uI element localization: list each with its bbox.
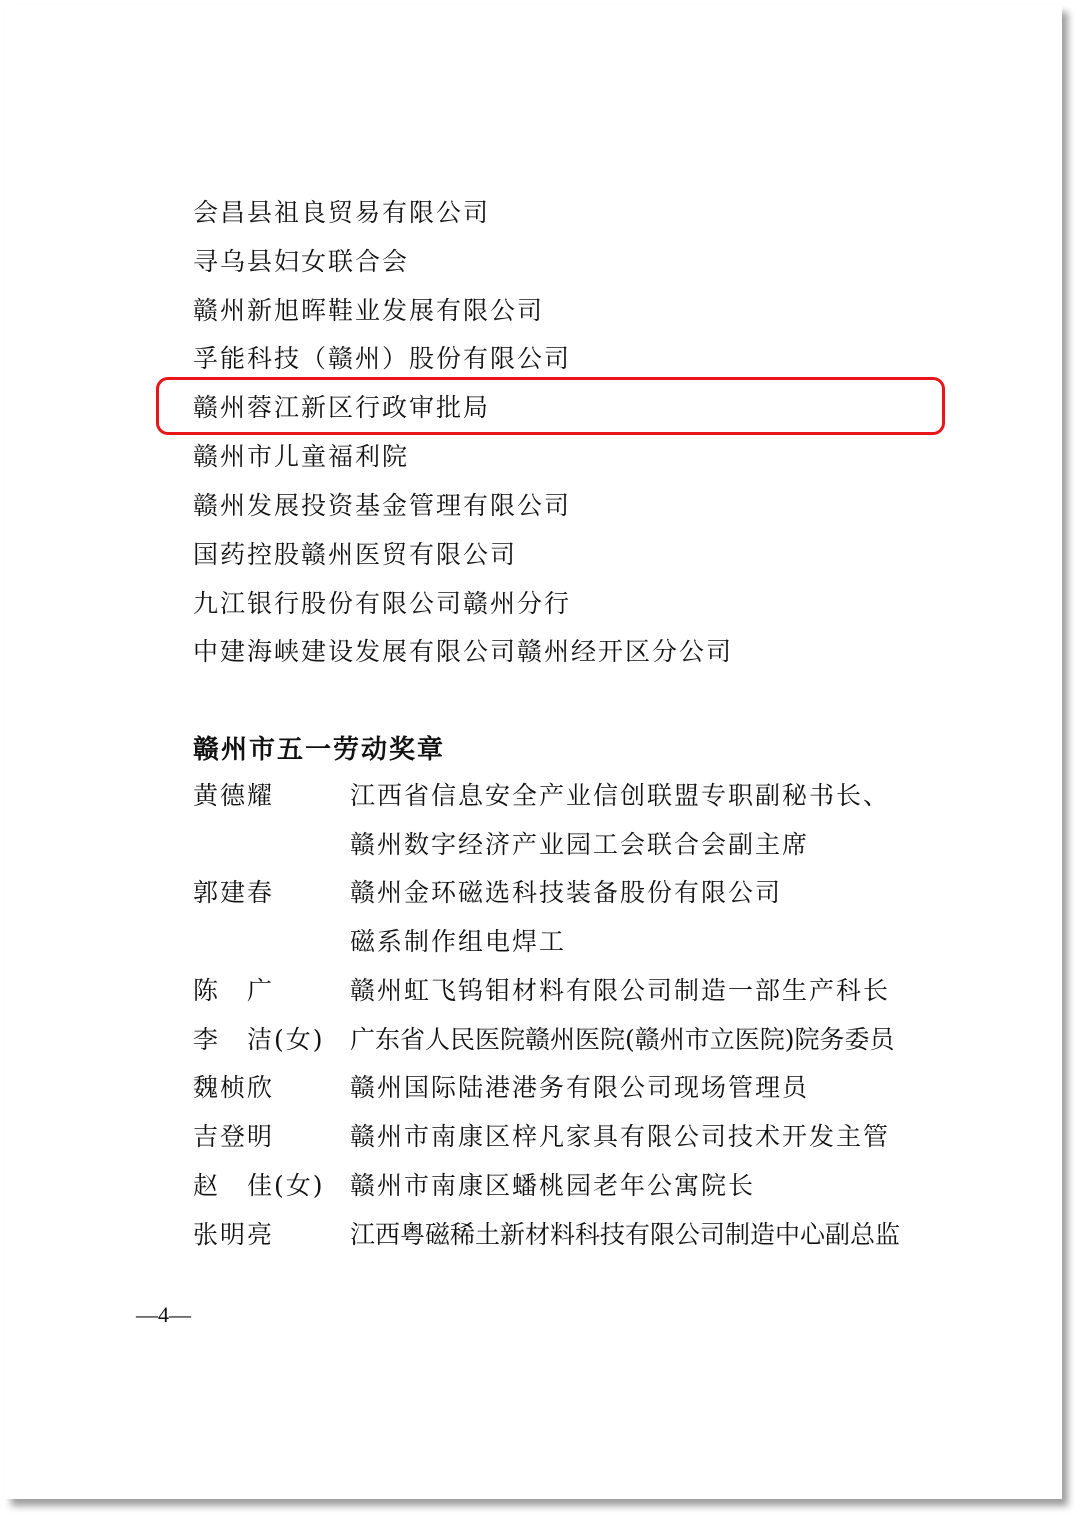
- org-line: 孚能科技（赣州）股份有限公司: [193, 344, 572, 373]
- org-line: 赣州市儿童福利院: [193, 442, 410, 471]
- org-line: 九江银行股份有限公司赣州分行: [193, 589, 572, 618]
- awardee-position: 磁系制作组电焊工: [350, 927, 567, 956]
- awardee-name: 吉登明: [193, 1122, 275, 1151]
- awardee-name: 张明亮: [193, 1220, 275, 1249]
- awardee-position: 广东省人民医院赣州医院(赣州市立医院)院务委员: [350, 1025, 895, 1054]
- awardee-name: 赵 佳(女): [193, 1171, 325, 1200]
- org-line: 会昌县祖良贸易有限公司: [193, 198, 491, 227]
- highlight-box: [156, 377, 945, 435]
- awardee-position: 江西省信息安全产业信创联盟专职副秘书长、: [350, 781, 891, 810]
- document-page: [5, 5, 1062, 1499]
- page-number: —4—: [136, 1302, 191, 1327]
- awardee-name: 李 洁(女): [193, 1025, 325, 1054]
- awardee-name: 魏桢欣: [193, 1073, 275, 1102]
- org-line: 国药控股赣州医贸有限公司: [193, 540, 518, 569]
- awardee-position: 赣州国际陆港港务有限公司现场管理员: [350, 1073, 810, 1102]
- org-line: 中建海峡建设发展有限公司赣州经开区分公司: [193, 637, 734, 666]
- awardee-name: 陈 广: [193, 976, 275, 1005]
- org-line: 寻乌县妇女联合会: [193, 247, 410, 276]
- awardee-position: 赣州市南康区梓凡家具有限公司技术开发主管: [350, 1122, 891, 1151]
- org-line-highlighted: 赣州蓉江新区行政审批局: [193, 393, 491, 422]
- awardee-position: 赣州数字经济产业园工会联合会副主席: [350, 830, 810, 859]
- org-line: 赣州新旭晖鞋业发展有限公司: [193, 296, 545, 325]
- awardee-position: 江西粤磁稀土新材料科技有限公司制造中心副总监: [350, 1220, 901, 1249]
- awardee-position: 赣州金环磁选科技装备股份有限公司: [350, 878, 783, 907]
- section-title: 赣州市五一劳动奖章: [193, 735, 446, 765]
- awardee-position: 赣州市南康区蟠桃园老年公寓院长: [350, 1171, 756, 1200]
- org-line: 赣州发展投资基金管理有限公司: [193, 491, 572, 520]
- awardee-name: 郭建春: [193, 878, 275, 907]
- awardee-name: 黄德耀: [193, 781, 275, 810]
- awardee-position: 赣州虹飞钨钼材料有限公司制造一部生产科长: [350, 976, 891, 1005]
